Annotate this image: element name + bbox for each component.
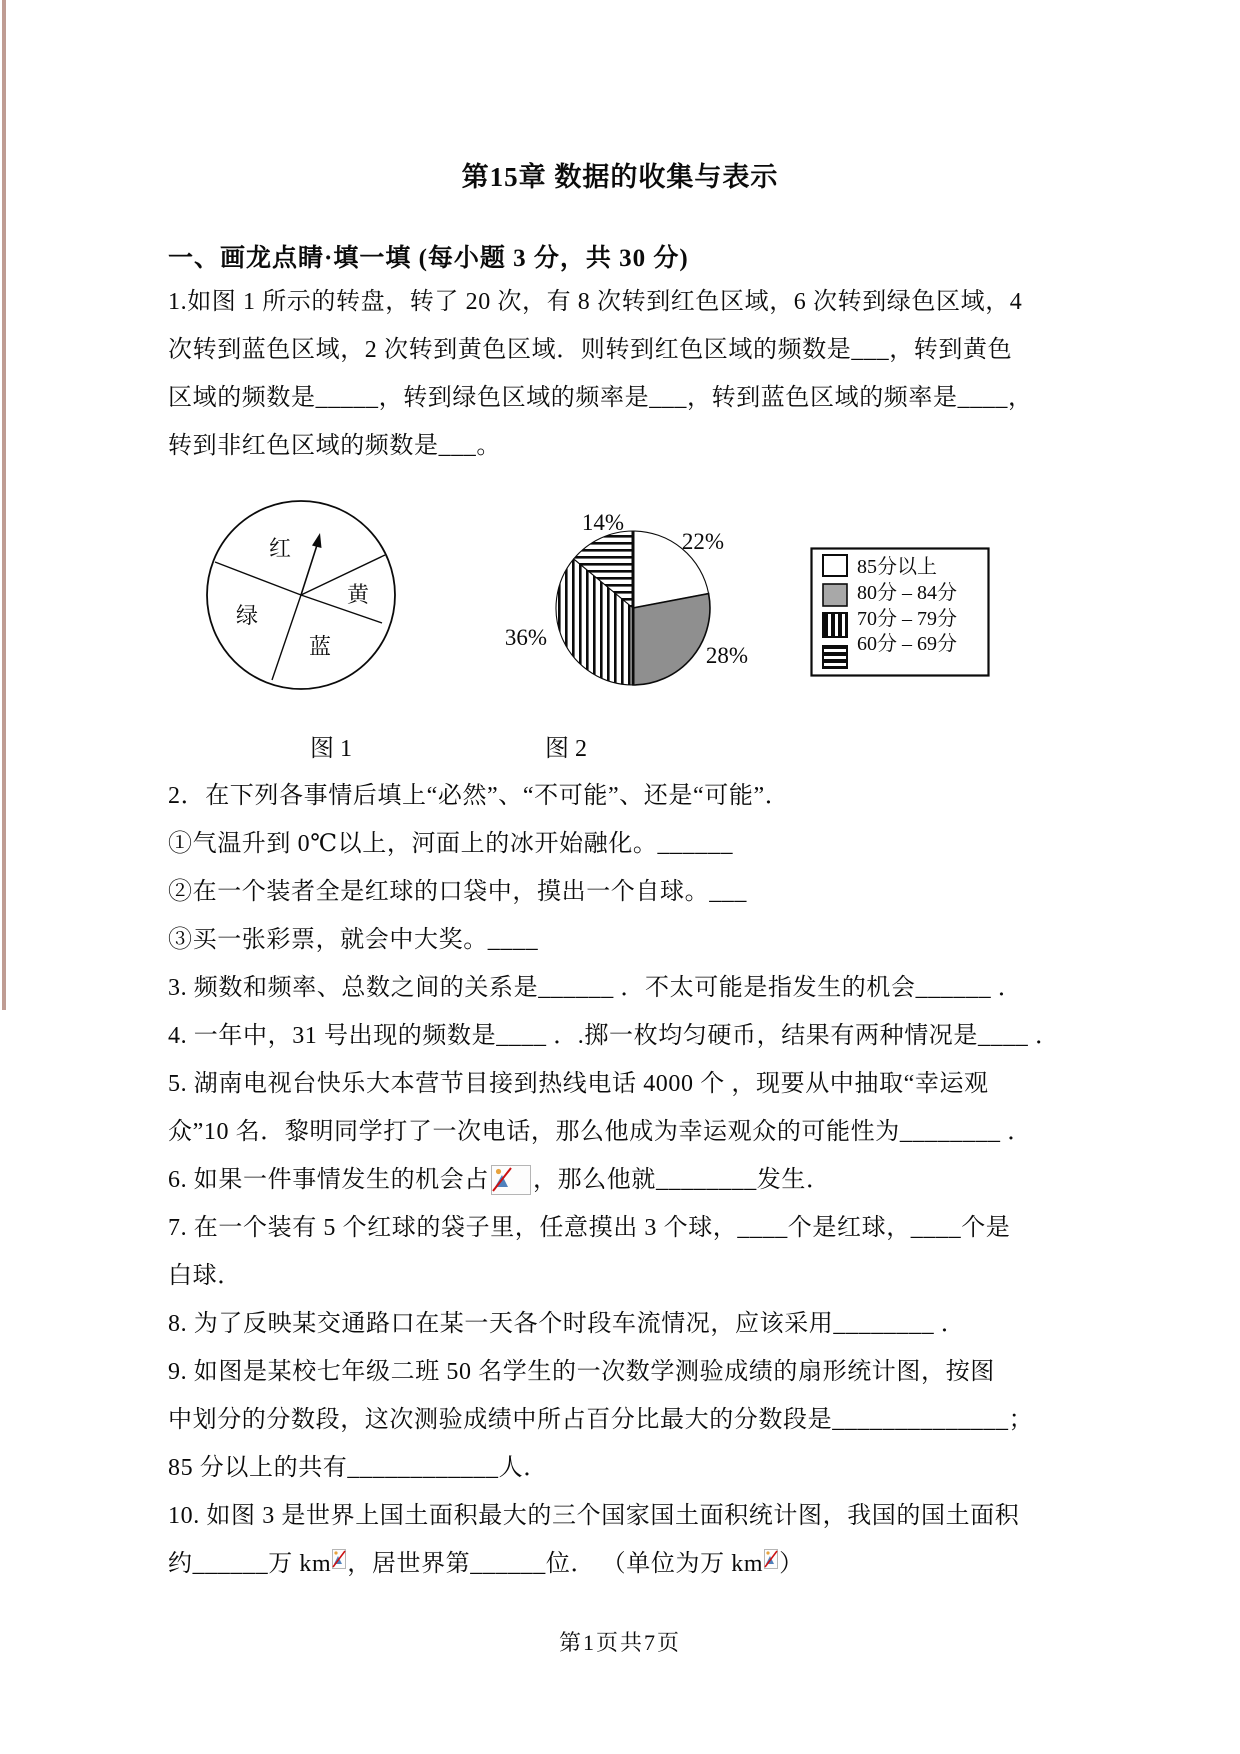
q6-text-after: ，那么他就________发生． bbox=[533, 1167, 831, 1193]
spinner-label-red: 红 bbox=[268, 536, 292, 561]
pie-sector-28pct bbox=[633, 594, 710, 685]
q10-text-b: ，居世界第______位． （单位为万 km bbox=[347, 1551, 764, 1577]
legend-item-85plus: 85分以上 bbox=[857, 556, 937, 578]
q7-line2: 白球． bbox=[168, 1263, 242, 1289]
figure1-spinner bbox=[198, 492, 404, 698]
page-number: 第1页共7页 bbox=[558, 1630, 681, 1655]
q1-line1: 1.如图 1 所示的转盘，转了 20 次，有 8 次转到红色区域，6 次转到绿色区域，4 bbox=[168, 289, 1023, 315]
q10-line2 bbox=[168, 1548, 804, 1580]
q3-line: 3. 频数和频率、总数之间的关系是______ ．不太可能是指发生的机会______ ． bbox=[168, 975, 1023, 1001]
q1-line3: 区域的频数是_____，转到绿色区域的频率是___，转到蓝色区域的频率是____， bbox=[168, 385, 1033, 411]
q4-line: 4. 一年中，31 号出现的频数是____ ．.掷一枚均匀硬币，结果有两种情况是____ ． bbox=[168, 1023, 1060, 1049]
figure1-caption: 图 1 bbox=[310, 736, 352, 762]
q1-line2: 次转到蓝色区域，2 次转到黄色区域．则转到红色区域的频数是___，转到黄色 bbox=[168, 337, 1013, 363]
q6-line bbox=[168, 1164, 831, 1196]
pie-label-28pct: 28% bbox=[705, 643, 749, 668]
q1-line4: 转到非红色区域的频数是___。 bbox=[168, 433, 501, 459]
figure2-legend bbox=[810, 547, 990, 677]
spinner-label-blue: 蓝 bbox=[308, 634, 332, 659]
figure2-pie-chart bbox=[495, 500, 780, 700]
q9-line1: 9. 如图是某校七年级二班 50 名学生的一次数学测验成绩的扇形统计图，按图 bbox=[168, 1359, 995, 1385]
q10-line1: 10. 如图 3 是世界上国土面积最大的三个国家国土面积统计图，我国的国土面积 bbox=[168, 1503, 1020, 1529]
legend-swatch-gray bbox=[823, 584, 847, 606]
spinner-label-yellow: 黄 bbox=[346, 582, 370, 607]
legend-item-70-79: 70分 – 79分 bbox=[857, 608, 957, 630]
q2-item3: ③买一张彩票，就会中大奖。____ bbox=[168, 927, 539, 953]
legend-swatch-white bbox=[823, 555, 847, 576]
q10-text-a: 约______万 km bbox=[168, 1551, 332, 1577]
pie-label-22pct: 22% bbox=[681, 529, 725, 554]
scan-artifact bbox=[2, 0, 6, 1010]
q2-item1: ①气温升到 0℃以上，河面上的冰开始融化。______ bbox=[168, 831, 734, 857]
q2-item2: ②在一个装者全是红球的口袋中，摸出一个自球。___ bbox=[168, 879, 747, 905]
legend-item-80-84: 80分 – 84分 bbox=[857, 582, 957, 604]
section-heading: 一、画龙点睛·填一填 (每小题 3 分，共 30 分) bbox=[168, 245, 689, 272]
q8-line: 8. 为了反映某交通路口在某一天各个时段车流情况，应该采用________ ． bbox=[168, 1311, 966, 1337]
broken-image-icon bbox=[491, 1165, 531, 1195]
q5-line2: 众”10 名．黎明同学打了一次电话，那么他成为幸运观众的可能性为________ ． bbox=[168, 1119, 1032, 1145]
broken-image-icon-small bbox=[332, 1549, 346, 1569]
figure2-caption: 图 2 bbox=[545, 736, 587, 762]
spinner-label-green: 绿 bbox=[235, 603, 259, 628]
q2-line1: 2．在下列各事情后填上“必然”、“不可能”、还是“可能”． bbox=[168, 783, 790, 809]
legend-swatch-vstripe bbox=[823, 613, 847, 637]
q5-line1: 5. 湖南电视台快乐大本营节目接到热线电话 4000 个 ，现要从中抽取“幸运观 bbox=[168, 1071, 989, 1097]
q9-line3: 85 分以上的共有____________人． bbox=[168, 1455, 548, 1481]
page-title: 第15章 数据的收集与表示 bbox=[461, 162, 779, 192]
legend-swatch-hstripe bbox=[823, 646, 847, 668]
legend-item-60-69: 60分 – 69分 bbox=[857, 633, 957, 655]
pie-label-36pct: 36% bbox=[504, 625, 548, 650]
q9-line2: 中划分的分数段，这次测验成绩中所占百分比最大的分数段是______________； bbox=[168, 1407, 1034, 1433]
q7-line1: 7. 在一个装有 5 个红球的袋子里，任意摸出 3 个球，____个是红球，____个是 bbox=[168, 1215, 1011, 1241]
q10-text-c: ） bbox=[779, 1551, 804, 1577]
pie-label-14pct: 14% bbox=[581, 510, 625, 535]
q6-text-before: 6. 如果一件事情发生的机会占 bbox=[168, 1167, 489, 1193]
broken-image-icon-small bbox=[764, 1549, 778, 1569]
